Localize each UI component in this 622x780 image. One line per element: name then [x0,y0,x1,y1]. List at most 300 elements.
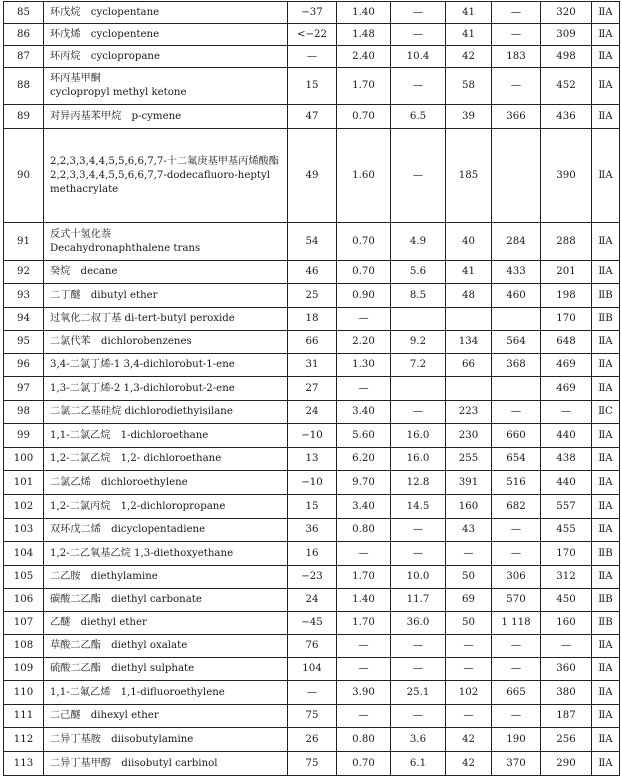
lower-explosive-limit-cell: 1.70 [337,566,391,589]
table-row [4,448,620,471]
table-row [4,261,620,284]
table-body [4,2,620,776]
substance-name-cell [44,448,288,471]
table-row [4,471,620,495]
substance-name-cell [44,2,288,24]
upper-explosive-limit-cell: — [391,705,446,728]
table-row [4,495,620,519]
substance-name-line: 环丙基甲酮 [50,73,101,84]
row-number-cell: 98 [4,401,44,424]
lower-limit-mg-cell: 40 [446,223,492,261]
substance-name-cell [44,542,288,566]
substance-name-cell [44,681,288,705]
flash-point-cell: — [288,46,337,68]
flash-point-cell: 54 [288,223,337,261]
lower-explosive-limit-cell: 0.80 [337,728,391,752]
substance-name-cell [44,519,288,542]
flash-point-cell: −10 [288,424,337,448]
lower-limit-mg-cell: 223 [446,401,492,424]
flash-point-cell: −45 [288,612,337,635]
substance-name-cell [44,705,288,728]
lower-explosive-limit-cell: 1.70 [337,612,391,635]
gas-group-cell: ⅡA [592,681,620,705]
substance-name-line: 1,2-二氯乙烷 1,2- dichloroethane [50,453,222,464]
ignition-temperature-cell: 360 [541,658,592,681]
substance-name-cell [44,354,288,377]
ignition-temperature-cell: 256 [541,728,592,752]
ignition-temperature-cell: 170 [541,308,592,331]
upper-limit-mg-cell: 570 [492,589,541,612]
gas-group-cell: ⅡA [592,495,620,519]
gas-group-cell: ⅡA [592,519,620,542]
ignition-temperature-cell: — [541,635,592,658]
substance-name-line: 二氯二乙基硅烷 dichlorodiethyisilane [50,406,233,417]
lower-explosive-limit-cell: 2.20 [337,331,391,354]
lower-explosive-limit-cell: 1.70 [337,68,391,105]
ignition-temperature-cell: 436 [541,105,592,129]
upper-limit-mg-cell: — [492,2,541,24]
table-row [4,129,620,223]
table-row [4,223,620,261]
ignition-temperature-cell: 309 [541,24,592,46]
upper-explosive-limit-cell: 16.0 [391,424,446,448]
upper-explosive-limit-cell [391,308,446,331]
upper-explosive-limit-cell: 16.0 [391,448,446,471]
upper-explosive-limit-cell: — [391,519,446,542]
substance-name-cell [44,658,288,681]
lower-explosive-limit-cell: — [337,542,391,566]
lower-explosive-limit-cell: 0.70 [337,752,391,776]
row-number-cell: 108 [4,635,44,658]
lower-explosive-limit-cell: — [337,705,391,728]
upper-limit-mg-cell: — [492,705,541,728]
lower-explosive-limit-cell: 0.70 [337,223,391,261]
lower-limit-mg-cell [446,308,492,331]
flash-point-cell: 75 [288,752,337,776]
substance-name-cell [44,129,288,223]
substance-name-cell [44,284,288,308]
lower-limit-mg-cell: — [446,635,492,658]
table-row [4,24,620,46]
lower-limit-mg-cell: 160 [446,495,492,519]
gas-group-cell: ⅡA [592,448,620,471]
upper-limit-mg-cell: 1 118 [492,612,541,635]
upper-limit-mg-cell: 516 [492,471,541,495]
row-number-cell: 109 [4,658,44,681]
ignition-temperature-cell: 170 [541,542,592,566]
table-row [4,46,620,68]
lower-explosive-limit-cell: — [337,658,391,681]
substance-name-line: 双环戊二烯 dicyclopentadiene [50,524,206,535]
upper-explosive-limit-cell: 10.4 [391,46,446,68]
table-row [4,354,620,377]
substance-name-cell [44,377,288,401]
lower-limit-mg-cell: 41 [446,261,492,284]
upper-explosive-limit-cell: — [391,542,446,566]
lower-limit-mg-cell: 102 [446,681,492,705]
lower-limit-mg-cell: 42 [446,46,492,68]
gas-group-cell: ⅡC [592,401,620,424]
gas-group-cell: ⅡA [592,705,620,728]
lower-limit-mg-cell: 42 [446,752,492,776]
substance-name-line: 过氧化二叔丁基 di-tert-butyl peroxide [50,313,235,324]
substance-name-cell [44,612,288,635]
upper-explosive-limit-cell: 3.6 [391,728,446,752]
upper-explosive-limit-cell: 4.9 [391,223,446,261]
gas-group-cell: ⅡB [592,542,620,566]
table-row [4,2,620,24]
flash-point-cell: 75 [288,705,337,728]
flash-point-cell: 66 [288,331,337,354]
ignition-temperature-cell: 187 [541,705,592,728]
substance-name-line: 草酸二乙酯 diethyl oxalate [50,640,188,651]
gas-group-cell: ⅡA [592,728,620,752]
substance-name-cell [44,46,288,68]
flash-point-cell: 31 [288,354,337,377]
substance-name-english: 2,2,3,3,4,4,5,5,6,6,7,7-dodecafluoro-heptyl methacrylate [50,169,270,195]
lower-limit-mg-cell: — [446,542,492,566]
upper-limit-mg-cell: — [492,635,541,658]
gas-group-cell: ⅡA [592,223,620,261]
substance-name-cell [44,471,288,495]
substance-name-cell [44,728,288,752]
gas-group-cell: ⅡA [592,68,620,105]
substance-name-cell [44,308,288,331]
chemical-properties-table [3,1,620,776]
lower-limit-mg-cell: 230 [446,424,492,448]
substance-name-cell [44,424,288,448]
row-number-cell: 90 [4,129,44,223]
table-row [4,401,620,424]
substance-name-english: Decahydronaphthalene trans [50,242,201,254]
ignition-temperature-cell: 452 [541,68,592,105]
substance-name-line: 1,1-二氯乙烷 1-dichloroethane [50,429,209,441]
upper-explosive-limit-cell: 6.5 [391,105,446,129]
lower-limit-mg-cell: — [446,705,492,728]
substance-name-line: 乙醚 diethyl ether [50,617,147,628]
lower-limit-mg-cell: 39 [446,105,492,129]
substance-name-line: 碳酸二乙酯 diethyl carbonate [50,594,202,605]
ignition-temperature-cell: 380 [541,681,592,705]
upper-explosive-limit-cell: 12.8 [391,471,446,495]
upper-explosive-limit-cell: 8.5 [391,284,446,308]
upper-limit-mg-cell: 564 [492,331,541,354]
row-number-cell: 91 [4,223,44,261]
upper-explosive-limit-cell: — [391,401,446,424]
ignition-temperature-cell: 469 [541,377,592,401]
lower-limit-mg-cell: 50 [446,612,492,635]
row-number-cell: 103 [4,519,44,542]
row-number-cell: 92 [4,261,44,284]
substance-name-line: 2,2,3,3,4,4,5,5,6,6,7,7-十二氟庚基甲基丙烯酸酯 [50,155,279,167]
substance-name-line: 二乙胺 diethylamine [50,571,158,582]
row-number-cell: 106 [4,589,44,612]
ignition-temperature-cell: 390 [541,129,592,223]
flash-point-cell: 36 [288,519,337,542]
flash-point-cell: −37 [288,2,337,24]
lower-explosive-limit-cell: 0.70 [337,105,391,129]
ignition-temperature-cell: 557 [541,495,592,519]
row-number-cell: 99 [4,424,44,448]
upper-explosive-limit-cell: 9.2 [391,331,446,354]
flash-point-cell: 24 [288,589,337,612]
lower-explosive-limit-cell: 2.40 [337,46,391,68]
gas-group-cell: ⅡA [592,471,620,495]
lower-limit-mg-cell: 134 [446,331,492,354]
flash-point-cell: 15 [288,495,337,519]
lower-explosive-limit-cell: 5.60 [337,424,391,448]
upper-limit-mg-cell: — [492,401,541,424]
lower-limit-mg-cell: 48 [446,284,492,308]
upper-explosive-limit-cell [391,377,446,401]
flash-point-cell: 49 [288,129,337,223]
upper-explosive-limit-cell: 14.5 [391,495,446,519]
table-row [4,542,620,566]
lower-explosive-limit-cell: — [337,377,391,401]
row-number-cell: 87 [4,46,44,68]
substance-name-cell [44,261,288,284]
ignition-temperature-cell: 201 [541,261,592,284]
lower-explosive-limit-cell: 3.40 [337,495,391,519]
flash-point-cell: −23 [288,566,337,589]
substance-name-english: cyclopropyl methyl ketone [50,87,187,98]
substance-name-cell [44,589,288,612]
upper-explosive-limit-cell: 36.0 [391,612,446,635]
flash-point-cell: −10 [288,471,337,495]
flash-point-cell: 18 [288,308,337,331]
ignition-temperature-cell: — [541,401,592,424]
upper-explosive-limit-cell: 6.1 [391,752,446,776]
lower-explosive-limit-cell: 1.40 [337,589,391,612]
lower-explosive-limit-cell: 9.70 [337,471,391,495]
upper-explosive-limit-cell: 11.7 [391,589,446,612]
substance-name-cell [44,105,288,129]
row-number-cell: 104 [4,542,44,566]
lower-explosive-limit-cell: 0.80 [337,519,391,542]
row-number-cell: 88 [4,68,44,105]
lower-limit-mg-cell: 255 [446,448,492,471]
upper-limit-mg-cell [492,129,541,223]
gas-group-cell: ⅡA [592,424,620,448]
row-number-cell: 102 [4,495,44,519]
upper-explosive-limit-cell: 10.0 [391,566,446,589]
upper-limit-mg-cell: 665 [492,681,541,705]
substance-name-cell [44,566,288,589]
row-number-cell: 105 [4,566,44,589]
ignition-temperature-cell: 440 [541,471,592,495]
gas-group-cell: ⅡA [592,566,620,589]
row-number-cell: 89 [4,105,44,129]
row-number-cell: 113 [4,752,44,776]
substance-name-line: 环戊烯 cyclopentene [50,28,160,40]
table-row [4,658,620,681]
row-number-cell: 110 [4,681,44,705]
table-row [4,635,620,658]
flash-point-cell: 104 [288,658,337,681]
gas-group-cell: ⅡA [592,46,620,68]
substance-name-cell [44,68,288,105]
upper-explosive-limit-cell: — [391,68,446,105]
lower-limit-mg-cell: 41 [446,2,492,24]
substance-name-cell [44,223,288,261]
ignition-temperature-cell: 450 [541,589,592,612]
table-row [4,612,620,635]
row-number-cell: 112 [4,728,44,752]
upper-explosive-limit-cell: — [391,2,446,24]
gas-group-cell: ⅡA [592,129,620,223]
lower-explosive-limit-cell: 0.70 [337,261,391,284]
table-row [4,331,620,354]
upper-explosive-limit-cell: 25.1 [391,681,446,705]
upper-limit-mg-cell: — [492,519,541,542]
upper-limit-mg-cell [492,377,541,401]
substance-name-line: 二异丁基胺 diisobutylamine [50,733,194,745]
ignition-temperature-cell: 498 [541,46,592,68]
upper-limit-mg-cell: 460 [492,284,541,308]
upper-limit-mg-cell: 306 [492,566,541,589]
table-row [4,68,620,105]
table-row [4,705,620,728]
row-number-cell: 107 [4,612,44,635]
flash-point-cell: 16 [288,542,337,566]
ignition-temperature-cell: 288 [541,223,592,261]
upper-limit-mg-cell [492,308,541,331]
gas-group-cell: ⅡA [592,752,620,776]
table-row [4,519,620,542]
ignition-temperature-cell: 312 [541,566,592,589]
gas-group-cell: ⅡA [592,658,620,681]
upper-limit-mg-cell: — [492,542,541,566]
upper-limit-mg-cell: 654 [492,448,541,471]
upper-explosive-limit-cell: — [391,24,446,46]
lower-explosive-limit-cell: 0.90 [337,284,391,308]
flash-point-cell: 15 [288,68,337,105]
lower-explosive-limit-cell: 3.90 [337,681,391,705]
substance-name-cell [44,635,288,658]
upper-limit-mg-cell: 368 [492,354,541,377]
ignition-temperature-cell: 320 [541,2,592,24]
lower-limit-mg-cell: 391 [446,471,492,495]
upper-limit-mg-cell: 660 [492,424,541,448]
lower-limit-mg-cell: 50 [446,566,492,589]
row-number-cell: 100 [4,448,44,471]
table-row [4,284,620,308]
table-row [4,424,620,448]
substance-name-cell [44,752,288,776]
lower-explosive-limit-cell: 1.60 [337,129,391,223]
lower-limit-mg-cell: 69 [446,589,492,612]
substance-name-line: 1,2-二氯丙烷 1,2-dichloropropane [50,500,226,512]
lower-explosive-limit-cell: — [337,308,391,331]
lower-limit-mg-cell [446,377,492,401]
lower-limit-mg-cell: — [446,658,492,681]
upper-limit-mg-cell: 284 [492,223,541,261]
gas-group-cell: ⅡA [592,2,620,24]
upper-explosive-limit-cell: — [391,129,446,223]
upper-limit-mg-cell: 682 [492,495,541,519]
substance-name-line: 环戊烷 cyclopentane [50,6,160,18]
gas-group-cell: ⅡB [592,284,620,308]
substance-name-cell [44,495,288,519]
upper-limit-mg-cell: 433 [492,261,541,284]
flash-point-cell: <−22 [288,24,337,46]
substance-name-cell [44,331,288,354]
upper-explosive-limit-cell: 7.2 [391,354,446,377]
flash-point-cell: 76 [288,635,337,658]
substance-name-line: 1,2-二乙氧基乙烷 1,3-diethoxyethane [50,547,234,559]
gas-group-cell: ⅡA [592,261,620,284]
substance-name-cell [44,401,288,424]
ignition-temperature-cell: 160 [541,612,592,635]
lower-explosive-limit-cell: 3.40 [337,401,391,424]
upper-limit-mg-cell: 370 [492,752,541,776]
ignition-temperature-cell: 648 [541,331,592,354]
lower-explosive-limit-cell: 1.48 [337,24,391,46]
upper-explosive-limit-cell: — [391,658,446,681]
table-row [4,308,620,331]
row-number-cell: 101 [4,471,44,495]
substance-name-line: 二异丁基甲醇 diisobutyl carbinol [50,757,218,769]
table-row [4,752,620,776]
flash-point-cell: 47 [288,105,337,129]
lower-limit-mg-cell: 43 [446,519,492,542]
gas-group-cell: ⅡA [592,354,620,377]
lower-limit-mg-cell: 41 [446,24,492,46]
substance-name-line: 硫酸二乙酯 diethyl sulphate [50,663,195,674]
ignition-temperature-cell: 469 [541,354,592,377]
lower-limit-mg-cell: 66 [446,354,492,377]
upper-limit-mg-cell: 366 [492,105,541,129]
substance-name-line: 二丁醚 dibutyl ether [50,289,158,301]
gas-group-cell: ⅡB [592,308,620,331]
upper-limit-mg-cell: — [492,24,541,46]
flash-point-cell: 46 [288,261,337,284]
substance-name-line: 环丙烷 cyclopropane [50,50,161,62]
row-number-cell: 85 [4,2,44,24]
lower-limit-mg-cell: 58 [446,68,492,105]
gas-group-cell: ⅡB [592,612,620,635]
upper-explosive-limit-cell: 5.6 [391,261,446,284]
lower-limit-mg-cell: 185 [446,129,492,223]
gas-group-cell: ⅡA [592,24,620,46]
table-row [4,377,620,401]
row-number-cell: 94 [4,308,44,331]
gas-group-cell: ⅡA [592,635,620,658]
ignition-temperature-cell: 290 [541,752,592,776]
gas-group-cell: ⅡA [592,377,620,401]
upper-explosive-limit-cell: — [391,635,446,658]
table-row [4,728,620,752]
flash-point-cell: 26 [288,728,337,752]
flash-point-cell: 25 [288,284,337,308]
substance-name-line: 对异丙基苯甲烷 p-cymene [50,110,182,122]
upper-limit-mg-cell: — [492,658,541,681]
row-number-cell: 95 [4,331,44,354]
upper-limit-mg-cell: 183 [492,46,541,68]
substance-name-line: 1,3-二氯丁烯-2 1,3-dichlorobut-2-ene [50,382,235,394]
lower-explosive-limit-cell: 6.20 [337,448,391,471]
substance-name-line: 二氯代苯 dichlorobenzenes [50,336,192,347]
flash-point-cell: 24 [288,401,337,424]
ignition-temperature-cell: 198 [541,284,592,308]
gas-group-cell: ⅡA [592,331,620,354]
row-number-cell: 111 [4,705,44,728]
row-number-cell: 86 [4,24,44,46]
upper-limit-mg-cell: 190 [492,728,541,752]
lower-explosive-limit-cell: 1.40 [337,2,391,24]
lower-explosive-limit-cell: — [337,635,391,658]
ignition-temperature-cell: 455 [541,519,592,542]
